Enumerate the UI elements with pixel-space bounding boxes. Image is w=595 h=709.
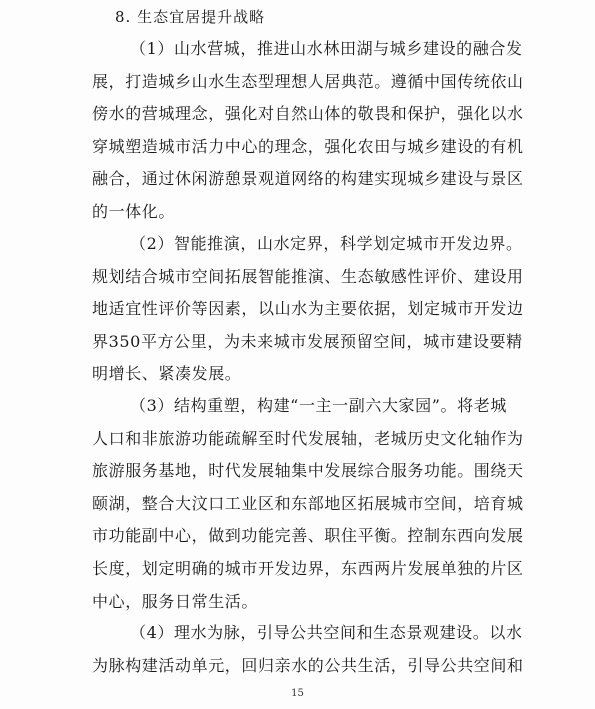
paragraph-line: 中心，服务日常生活。 xyxy=(92,591,259,611)
paragraph-line: （1）山水营城，推进山水林田湖与城乡建设的融合发 xyxy=(130,39,523,58)
paragraph-line: 明增长、紧凑发展。 xyxy=(92,364,242,384)
paragraph-line: 市功能副中心，做到功能完善、职住平衡。控制东西向发展 xyxy=(92,526,524,546)
paragraph-line: 的一体化。 xyxy=(92,201,176,221)
paragraph-line: 展，打造城乡山水生态型理想人居典范。遵循中国传统依山 xyxy=(92,71,524,91)
paragraph-line: 融合，通过休闲游憩景观道网络的构建实现城乡建设与景区 xyxy=(92,169,524,189)
paragraph-line: 颐湖，整合大汶口工业区和东部地区拓展城市空间，培育城 xyxy=(92,493,524,513)
paragraph-4 xyxy=(92,617,524,682)
paragraph-line: 地适宜性评价等因素，以山水为主要依据，划定城市开发边 xyxy=(92,299,524,319)
paragraph-line: 界350平方公里，为未来城市发展预留空间，城市建设要精 xyxy=(92,331,523,351)
paragraph-line: （4）理水为脉，引导公共空间和生态景观建设。以水 xyxy=(130,623,523,642)
paragraph-3 xyxy=(92,390,524,618)
section-heading: 8. 生态宜居提升战略 xyxy=(115,8,266,26)
paragraph-line: 长度，划定明确的城市开发边界，东西两片发展单独的片区 xyxy=(92,558,524,578)
paragraph-1 xyxy=(92,33,524,229)
paragraph-line: （3）结构重塑，构建“一主一副六大家园”。将老城 xyxy=(130,396,507,415)
paragraph-line: 旅游服务基地，时代发展轴集中发展综合服务功能。围绕天 xyxy=(92,461,524,481)
paragraph-line: 傍水的营城理念，强化对自然山体的敬畏和保护，强化以水 xyxy=(92,104,524,124)
paragraph-line: 人口和非旅游功能疏解至时代发展轴，老城历史文化轴作为 xyxy=(92,428,524,448)
paragraph-line: 为脉构建活动单元，回归亲水的公共生活，引导公共空间和 xyxy=(92,655,524,675)
page-number: 15 xyxy=(291,688,304,699)
paragraph-line: （2）智能推演，山水定界，科学划定城市开发边界。 xyxy=(130,234,523,253)
paragraph-line: 规划结合城市空间拓展智能推演、生态敏感性评价、建设用 xyxy=(92,266,524,286)
paragraph-2 xyxy=(92,228,524,391)
paragraph-line: 穿城塑造城市活力中心的理念，强化农田与城乡建设的有机 xyxy=(92,136,524,156)
